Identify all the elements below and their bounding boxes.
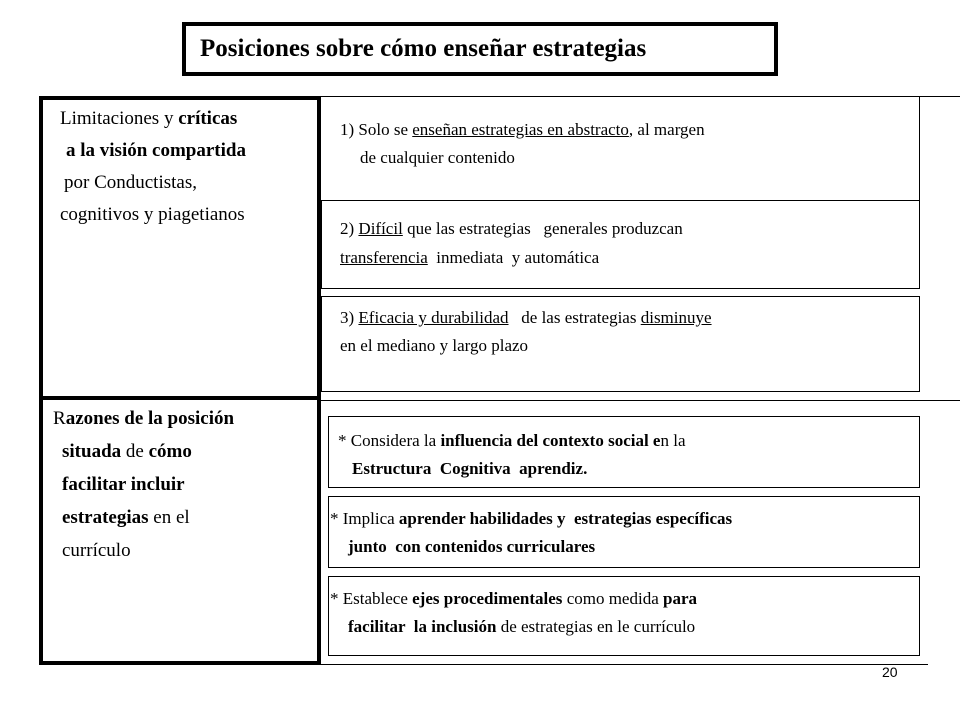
criticism-1-line1-c: , al margen — [628, 120, 705, 139]
left-bottom-line3: facilitar incluir — [62, 474, 185, 495]
criticism-3-line2: en el mediano y largo plazo — [340, 336, 529, 355]
criticism-2-line2-a: transferencia — [340, 248, 428, 267]
criticism-1-line2: de cualquier contenido — [360, 148, 515, 167]
criticism-2-line1-c: que las estrategias generales produzcan — [402, 219, 683, 238]
left-frame-divider — [39, 396, 321, 400]
left-bottom-line4 — [62, 505, 190, 531]
reason-1-line2: Estructura Cognitiva aprendiz. — [352, 459, 588, 478]
reason-3-line2-a: facilitar la inclusión — [348, 617, 497, 636]
reason-3-line1-c: como medida — [562, 589, 663, 608]
criticism-3-line1-c: de las estrategias — [508, 308, 641, 327]
left-bottom-line5: currículo — [62, 540, 131, 561]
left-bottom-line1 — [53, 406, 234, 432]
reason-3-line1-b: ejes procedimentales — [412, 589, 563, 608]
left-bottom-line2-c: cómo — [148, 441, 192, 462]
left-bottom-line4-a: estrategias — [62, 507, 149, 528]
criticism-3-line1-a: 3) — [340, 308, 359, 327]
left-top-line3: por Conductistas, — [64, 172, 197, 193]
left-top-line1-a: Limitaciones y — [60, 108, 179, 129]
reason-2-line2: junto con contenidos curriculares — [348, 537, 596, 556]
reason-3-line1 — [330, 586, 697, 611]
left-top-line4: cognitivos y piagetianos — [60, 204, 245, 225]
left-top-line1-b: críticas — [178, 108, 238, 129]
reason-1-line1 — [338, 428, 686, 453]
left-bottom-line2-a: situada — [62, 441, 122, 462]
reason-1-line1-c: n la — [660, 431, 686, 450]
reason-3-line2-b: de estrategias en le currículo — [496, 617, 696, 636]
first-box-right-edge — [919, 96, 920, 200]
criticism-2-line2-b: inmediata y automática — [427, 248, 600, 267]
top-frame-line — [321, 96, 960, 97]
reason-2-line1 — [330, 506, 732, 531]
page-title: Posiciones sobre cómo enseñar estrategias — [200, 35, 647, 62]
reason-1-line1-b: influencia del contexto social e — [440, 431, 661, 450]
reason-2-line1-b: aprender habilidades y estrategias específicas — [398, 509, 733, 528]
criticism-2-line1 — [340, 216, 683, 241]
reason-3-line1-d: para — [663, 589, 697, 608]
criticism-2-line1-a: 2) — [340, 219, 359, 238]
criticism-3-line1-d: disminuye — [640, 308, 712, 327]
criticism-1-line1-b: enseñan estrategias en abstracto — [412, 120, 629, 139]
criticism-1-line1 — [340, 117, 705, 142]
middle-frame-line — [321, 400, 960, 401]
left-bottom-line2 — [62, 439, 192, 465]
reason-1-line1-a: * Considera la — [338, 431, 441, 450]
reason-3-line2 — [348, 614, 695, 639]
title-box — [182, 22, 778, 76]
left-bottom-line2-b: de — [121, 441, 149, 462]
left-top-line2: a la visión compartida — [66, 140, 246, 161]
criticism-2-line1-b: Difícil — [358, 219, 403, 238]
criticism-3-line1 — [340, 305, 712, 330]
reason-2-line1-a: * Implica — [330, 509, 399, 528]
left-bottom-line4-b: en el — [148, 507, 190, 528]
criticism-2-line2 — [340, 245, 599, 270]
bottom-frame-line — [321, 664, 928, 665]
left-bottom-line1-a: R — [53, 408, 66, 429]
criticism-3-line1-b: Eficacia y durabilidad — [358, 308, 509, 327]
left-top-line1 — [60, 106, 237, 132]
page-number: 20 — [882, 664, 898, 680]
reason-3-line1-a: * Establece — [330, 589, 413, 608]
criticism-1-line1-a: 1) Solo se — [340, 120, 413, 139]
left-bottom-line1-b: azones de la posición — [65, 408, 235, 429]
